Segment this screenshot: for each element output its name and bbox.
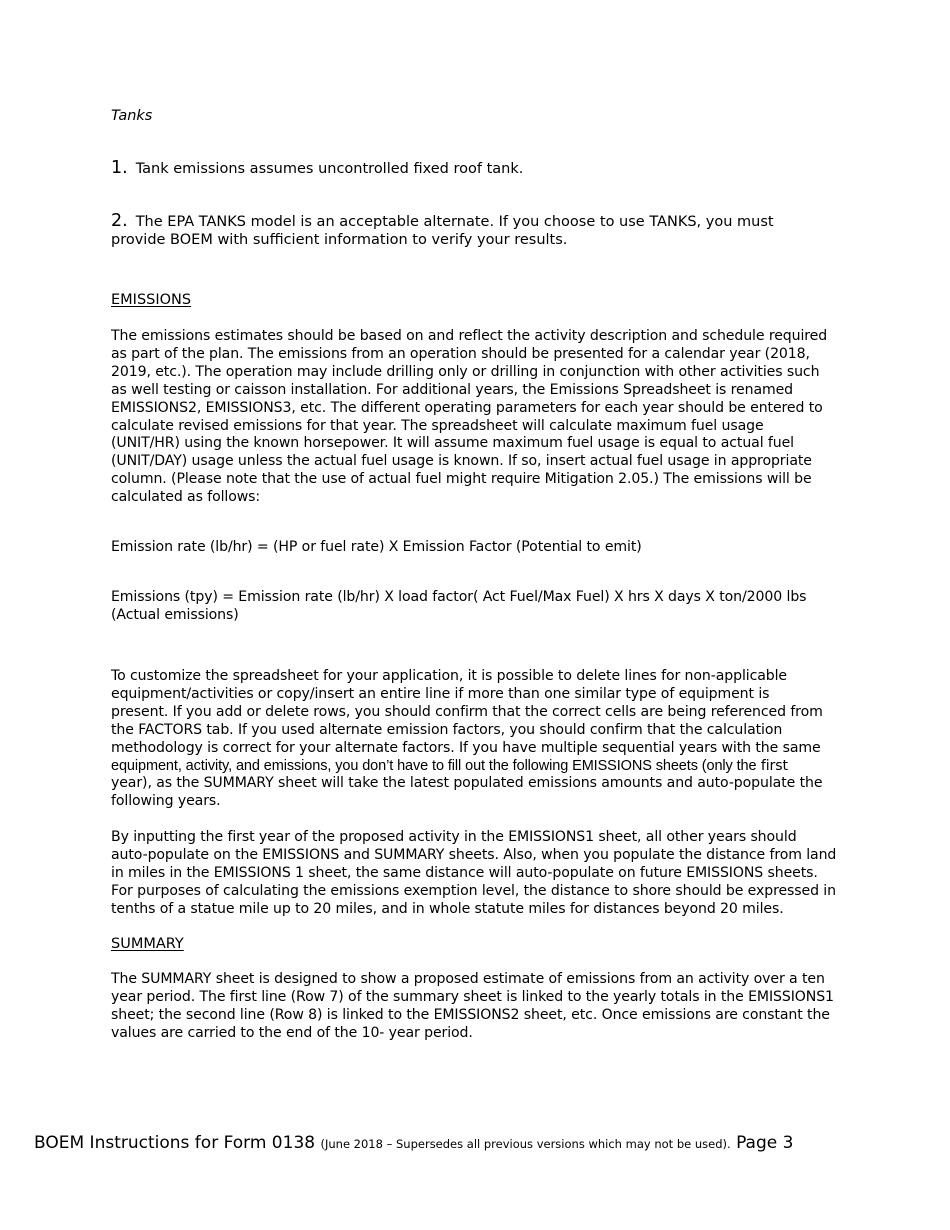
tanks-item-1-text: Tank emissions assumes uncontrolled fixed roof tank. [135,161,524,177]
footer-note: (June 2018 – Supersedes all previous versions which may not be used). [320,1137,731,1151]
footer-page-number: Page 3 [736,1133,794,1153]
emissions-paragraph-2-part-b: equipment, activity, and emissions, you don’t have to fill out the following EMISSIONS sheets (only the [111,757,757,774]
emissions-paragraph-2-part-c: first year), as the SUMMARY sheet will take the latest populated emissions amounts and auto-populate the following years. [111,757,823,810]
tanks-item-2-number: 2. [111,211,128,231]
emissions-tpy-formula: Emissions (tpy) = Emission rate (lb/hr) X load factor( Act Fuel/Max Fuel) X hrs X days X ton/2000 lbs (Actual emissions) [111,589,807,623]
emissions-paragraph-2-part-a: To customize the spreadsheet for your application, it is possible to delete lines for non-applicable equipment/activities or copy/insert an entire line if more than one similar type of equipment is present. If you add or delete rows, you should confirm that the correct cells are being referenced from the FACTORS tab. If you used alternate emission factors, you should confirm that the calculation methodology is correct for your alternate factors. If you have multiple sequential years with the same [111,668,823,756]
emissions-paragraph-3: By inputting the first year of the proposed activity in the EMISSIONS1 sheet, all other years should auto-populate on the EMISSIONS and SUMMARY sheets. Also, when you populate the distance from land in miles in the EMISSIONS 1 sheet, the same distance will auto-populate on future EMISSIONS sheets. For purposes of calculating the emissions exemption level, the distance to shore should be expressed in tenths of a statue mile up to 20 miles, and in whole statute miles for distances beyond 20 miles. [111,829,837,917]
tanks-item-1-number: 1. [111,158,128,178]
emissions-paragraph-2 [111,668,827,811]
summary-paragraph: The SUMMARY sheet is designed to show a proposed estimate of emissions from an activity over a ten year period. The first line (Row 7) of the summary sheet is linked to the yearly totals in the EMISSIONS1 sheet; the second line (Row 8) is linked to the EMISSIONS2 sheet, etc. Once emissions are constant the values are carried to the end of the 10- year period. [111,971,834,1041]
emissions-paragraph-1: The emissions estimates should be based on and reflect the activity description and schedule required as part of the plan. The emissions from an operation should be presented for a calendar year (2018, 2019, etc.). The operation may include drilling only or drilling in conjunction with other activities such as well testing or caisson installation. For additional years, the Emissions Spreadsheet is renamed EMISSIONS2, EMISSIONS3, etc. The different operating parameters for each year should be entered to calculate revised emissions for that year. The spreadsheet will calculate maximum fuel usage (UNIT/HR) using the known horsepower. It will assume maximum fuel usage is equal to actual fuel (UNIT/DAY) usage unless the actual fuel usage is known. If so, insert actual fuel usage in appropriate column. (Please note that the use of actual fuel might require Mitigation 2.05.) The emissions will be calculated as follows: [111,328,828,506]
emissions-heading: EMISSIONS [111,292,192,308]
summary-heading: SUMMARY [111,936,184,952]
emission-rate-formula: Emission rate (lb/hr) = (HP or fuel rate) X Emission Factor (Potential to emit) [111,539,642,555]
tanks-heading: Tanks [111,108,153,124]
footer-title: BOEM Instructions for Form 0138 [34,1133,316,1153]
tanks-item-2-text: The EPA TANKS model is an acceptable alternate. If you choose to use TANKS, you must provide BOEM with sufficient information to verify your results. [111,214,774,248]
page-footer [34,1133,793,1153]
tanks-item-2 [111,212,831,249]
tanks-item-1 [111,159,831,178]
